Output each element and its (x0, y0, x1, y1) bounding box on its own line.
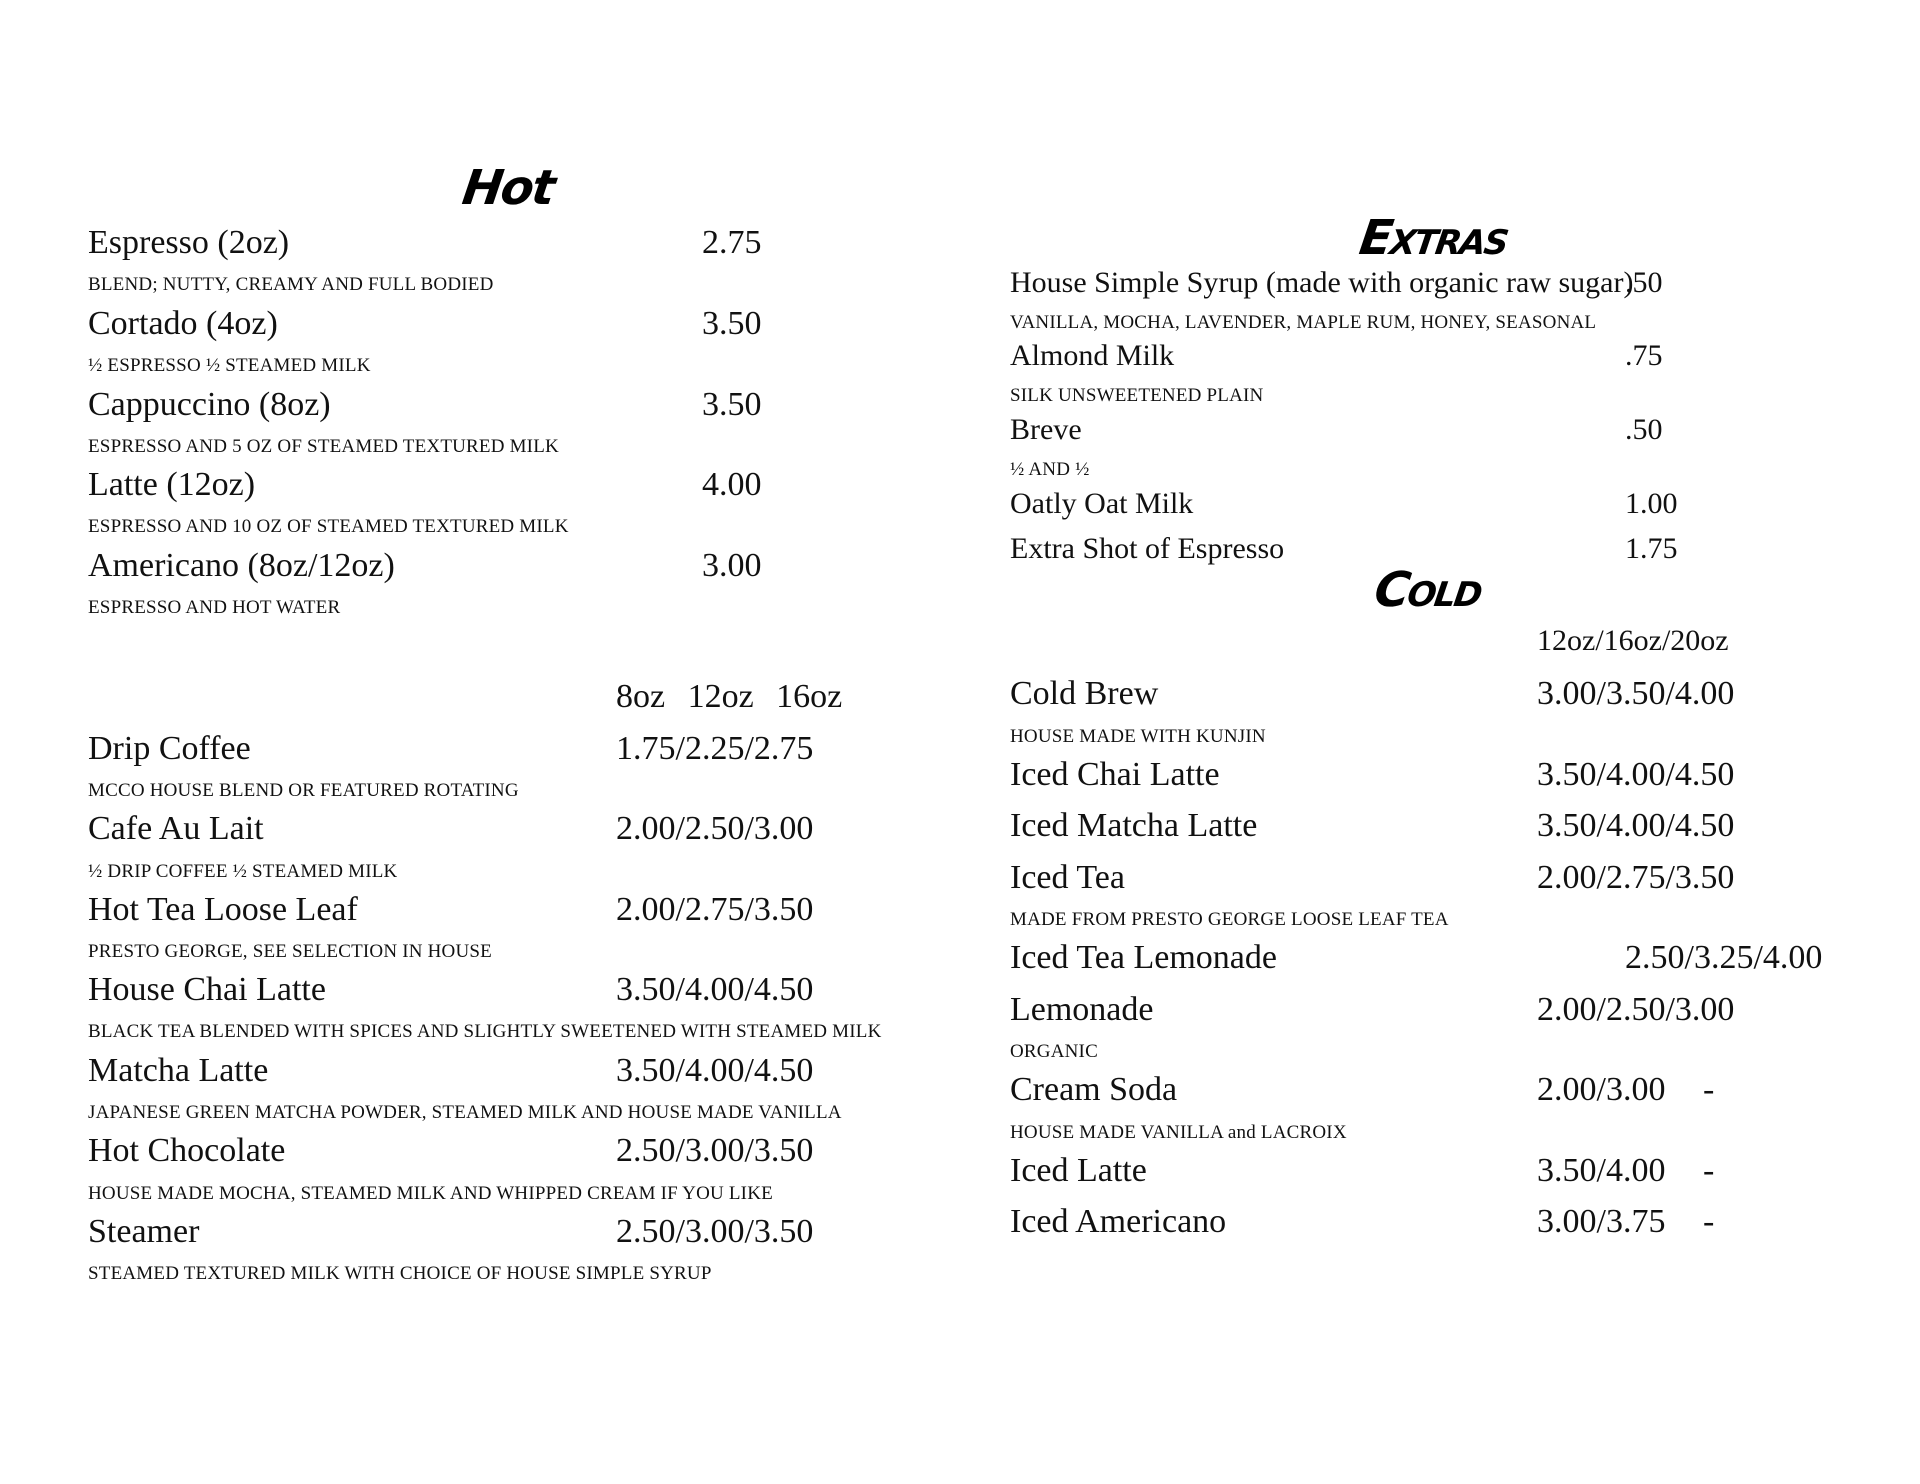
menu-item-description: STEAMED TEXTURED MILK WITH CHOICE OF HOUSE SIMPLE SYRUP (88, 1263, 712, 1284)
menu-item-extra-size-dash: - (1703, 1071, 1715, 1108)
menu-item-name: House Simple Syrup (made with organic raw sugar) (1010, 266, 1634, 299)
menu-item-price: 3.00 (702, 547, 762, 584)
menu-item-price: 3.50/4.00/4.50 (1537, 807, 1735, 844)
menu-item-price: 3.50/4.00/4.50 (1537, 756, 1735, 793)
menu-item-extra-size-dash: - (1703, 1152, 1715, 1189)
menu-item-name: Cold Brew (1010, 675, 1159, 712)
hot-sizes-header: 8oz 12oz 16oz (616, 678, 843, 715)
menu-item-description: ½ AND ½ (1010, 459, 1090, 480)
menu-item-name: Extra Shot of Espresso (1010, 532, 1285, 565)
menu-item-description: MCCO HOUSE BLEND OR FEATURED ROTATING (88, 780, 519, 801)
menu-item-name: Hot Tea Loose Leaf (88, 891, 358, 928)
menu-item-description: ESPRESSO AND 10 OZ OF STEAMED TEXTURED MILK (88, 516, 569, 537)
menu-item-description: HOUSE MADE MOCHA, STEAMED MILK AND WHIPPED CREAM IF YOU LIKE (88, 1183, 773, 1204)
menu-item-price: 3.00/3.50/4.00 (1537, 675, 1735, 712)
menu-item-description: MADE FROM PRESTO GEORGE LOOSE LEAF TEA (1010, 909, 1449, 930)
menu-item-price: 3.50/4.00/4.50 (616, 971, 814, 1008)
menu-item-description: ½ ESPRESSO ½ STEAMED MILK (88, 355, 371, 376)
menu-item-name: Iced Tea (1010, 859, 1125, 896)
menu-item-name: Iced Latte (1010, 1152, 1147, 1189)
menu-item-name: Latte (12oz) (88, 466, 256, 503)
menu-item-description: ½ DRIP COFFEE ½ STEAMED MILK (88, 861, 398, 882)
menu-item-name: Iced Americano (1010, 1203, 1227, 1240)
menu-item-name: Espresso (2oz) (88, 224, 290, 261)
menu-item-price: .50 (1625, 266, 1663, 299)
menu-item-description: BLEND; NUTTY, CREAMY AND FULL BODIED (88, 274, 494, 295)
menu-item-price: 2.00/2.50/3.00 (1537, 991, 1735, 1028)
menu-item-price: 3.50 (702, 386, 762, 423)
menu-item-name: Americano (8oz/12oz) (88, 547, 395, 584)
menu-item-price: 4.00 (702, 466, 762, 503)
menu-item-name: Oatly Oat Milk (1010, 487, 1194, 520)
cold-sizes-header: 12oz/16oz/20oz (1537, 624, 1729, 657)
menu-item-name: Iced Tea Lemonade (1010, 939, 1277, 976)
menu-item-price: 3.50/4.00/4.50 (616, 1052, 814, 1089)
menu-item-price: 3.50/4.00 (1537, 1152, 1666, 1189)
menu-item-price: 1.75 (1625, 532, 1678, 565)
menu-item-extra-size-dash: - (1703, 1203, 1715, 1240)
menu-item-price: 2.50/3.00/3.50 (616, 1132, 814, 1169)
menu-item-price: 2.00/2.75/3.50 (616, 891, 814, 928)
menu-item-price: 1.00 (1625, 487, 1678, 520)
menu-item-description: HOUSE MADE WITH KUNJIN (1010, 726, 1266, 747)
menu-item-price: 1.75/2.25/2.75 (616, 730, 814, 767)
menu-item-name: Steamer (88, 1213, 200, 1250)
menu-item-name: Iced Matcha Latte (1010, 807, 1258, 844)
menu-item-name: Cream Soda (1010, 1071, 1178, 1108)
menu-item-price: .50 (1625, 413, 1663, 446)
menu-item-description: BLACK TEA BLENDED WITH SPICES AND SLIGHTLY SWEETENED WITH STEAMED MILK (88, 1021, 882, 1042)
menu-item-price: 2.75 (702, 224, 762, 261)
menu-item-price: 2.00/2.50/3.00 (616, 810, 814, 847)
menu-item-price: 3.00/3.75 (1537, 1203, 1666, 1240)
menu-item-description: PRESTO GEORGE, SEE SELECTION IN HOUSE (88, 941, 492, 962)
menu-item-description: ORGANIC (1010, 1041, 1098, 1062)
extras-heading: Extras (1356, 210, 1512, 266)
menu-item-description: SILK UNSWEETENED PLAIN (1010, 385, 1264, 406)
menu-item-name: Cortado (4oz) (88, 305, 278, 342)
menu-item-name: Hot Chocolate (88, 1132, 286, 1169)
menu-item-description: ESPRESSO AND 5 OZ OF STEAMED TEXTURED MILK (88, 436, 559, 457)
menu-item-name: Almond Milk (1010, 339, 1175, 372)
menu-item-name: Matcha Latte (88, 1052, 269, 1089)
menu-item-name: Breve (1010, 413, 1082, 446)
menu-item-description: HOUSE MADE VANILLA and LACROIX (1010, 1122, 1347, 1143)
menu-item-price: 2.50/3.00/3.50 (616, 1213, 814, 1250)
cold-heading: Cold (1371, 562, 1485, 618)
menu-item-description: JAPANESE GREEN MATCHA POWDER, STEAMED MILK AND HOUSE MADE VANILLA (88, 1102, 842, 1123)
menu-item-name: Iced Chai Latte (1010, 756, 1220, 793)
menu-item-name: Lemonade (1010, 991, 1154, 1028)
menu-item-price: 2.00/2.75/3.50 (1537, 859, 1735, 896)
menu-item-price: 3.50 (702, 305, 762, 342)
menu-item-description: ESPRESSO AND HOT WATER (88, 597, 341, 618)
menu-item-price: 2.50/3.25/4.00 (1625, 939, 1823, 976)
menu-item-name: Drip Coffee (88, 730, 251, 767)
menu-item-price: 2.00/3.00 (1537, 1071, 1666, 1108)
menu-item-name: Cafe Au Lait (88, 810, 264, 847)
menu-item-name: Cappuccino (8oz) (88, 386, 331, 423)
hot-heading: Hot (459, 160, 558, 216)
menu-item-description: VANILLA, MOCHA, LAVENDER, MAPLE RUM, HONEY, SEASONAL (1010, 312, 1597, 333)
menu-item-price: .75 (1625, 339, 1663, 372)
menu-item-name: House Chai Latte (88, 971, 326, 1008)
